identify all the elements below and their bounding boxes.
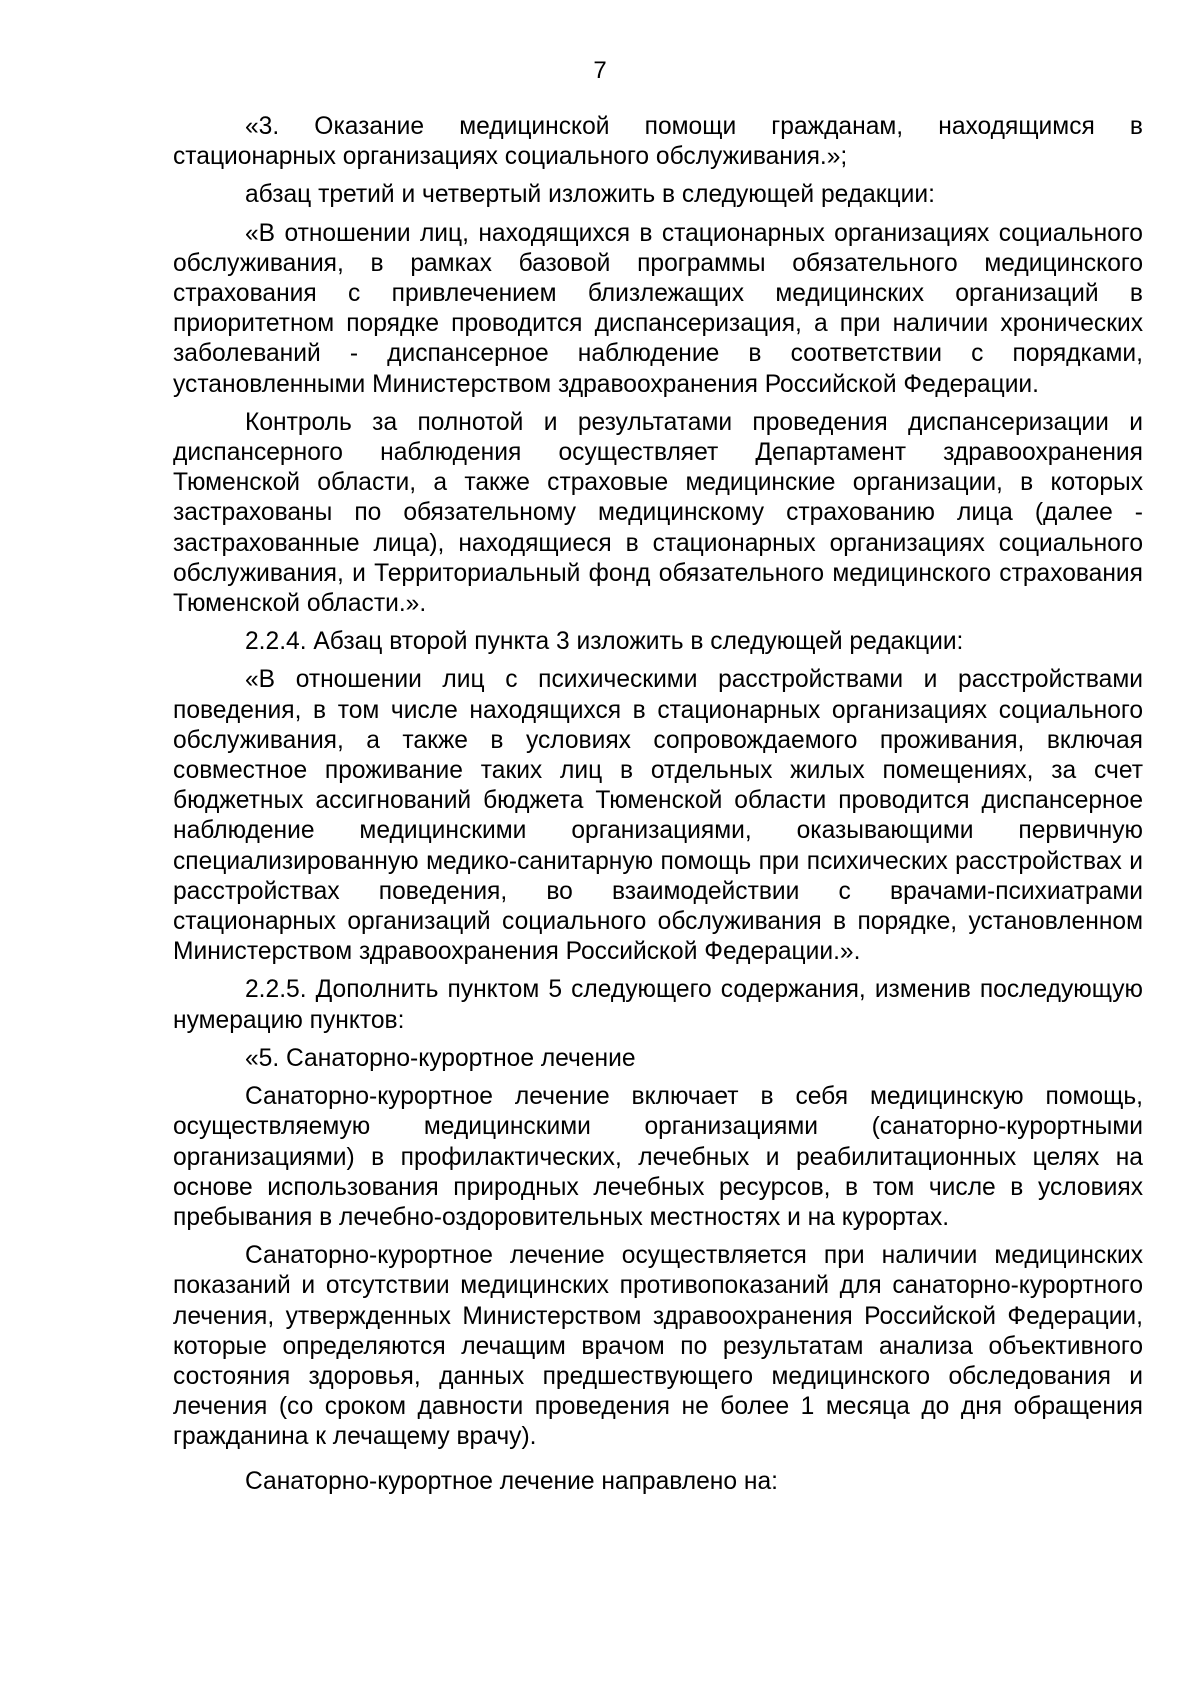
paragraph-item-5-heading: «5. Санаторно-курортное лечение xyxy=(245,1044,636,1072)
document-body xyxy=(173,112,1143,1509)
paragraph-instruction-abzac: абзац третий и четвертый изложить в следующей редакции: xyxy=(245,181,935,209)
paragraph-control: Контроль за полнотой и результатами проведения диспансеризации и диспансерного наблюдения осуществляет Департамент здравоохранения Тюменской области, а также страховые медицинские организации, в которых застрахованы по обязательному медицинскому страхованию лица (далее - застрахованные лица), находящиеся в стационарных организациях социального обслуживания, и Территориальный фонд обязательного медицинского страхования Тюменской области.». xyxy=(173,408,1143,618)
paragraph-item-3-heading: «3. Оказание медицинской помощи гражданам, находящимся в стационарных организациях социального обслуживания.»; xyxy=(173,113,1143,171)
page-number: 7 xyxy=(593,57,607,84)
paragraph-psychiatric: «В отношении лиц с психическими расстройствами и расстройствами поведения, в том числе находящихся в стационарных организациях социального обслуживания, а также в условиях сопровождаемого проживания, включая совместное проживание таких лиц в отдельных жилых помещениях, за счет бюджетных ассигнований бюджета Тюменской области проводится диспансерное наблюдение медицинскими организациями, оказывающими первичную специализированную медико-санитарную помощь при психических расстройствах и расстройствах поведения, во взаимодействии с врачами-психиатрами стационарных организаций социального обслуживания в порядке, установленном Министерством здравоохранения Российской Федерации.». xyxy=(173,666,1143,966)
paragraph-sanatorium-aims: Санаторно-курортное лечение направлено на: xyxy=(245,1467,778,1495)
paragraph-sanatorium-conditions: Санаторно-курортное лечение осуществляется при наличии медицинских показаний и отсутствии медицинских противопоказаний для санаторно-курортного лечения, утвержденных Министерством здравоохранения Российской Федерации, которые определяются лечащим врачом по результатам анализа объективного состояния здоровья, данных предшествующего медицинского обследования и лечения (со сроком давности проведения не более 1 месяца до дня обращения гражданина к лечащему врачу). xyxy=(173,1242,1143,1451)
paragraph-2-2-5: 2.2.5. Дополнить пунктом 5 следующего содержания, изменив последующую нумерацию пунктов: xyxy=(173,976,1143,1034)
paragraph-2-2-4: 2.2.4. Абзац второй пункта 3 изложить в следующей редакции: xyxy=(245,628,964,656)
paragraph-sanatorium-definition: Санаторно-курортное лечение включает в себя медицинскую помощь, осуществляемую медицинскими организациями (санаторно-курортными организациями) в профилактических, лечебных и реабилитационных целях на основе использования природных лечебных ресурсов, в том числе в условиях пребывания в лечебно-оздоровительных местностях и на курортах. xyxy=(173,1083,1143,1231)
paragraph-dispanserization: «В отношении лиц, находящихся в стационарных организациях социального обслуживания, в рамках базовой программы обязательного медицинского страхования с привлечением близлежащих медицинских организаций в приоритетном порядке проводится диспансеризация, а при наличии хронических заболеваний - диспансерное наблюдение в соответствии с порядками, установленными Министерством здравоохранения Российской Федерации. xyxy=(173,219,1143,398)
